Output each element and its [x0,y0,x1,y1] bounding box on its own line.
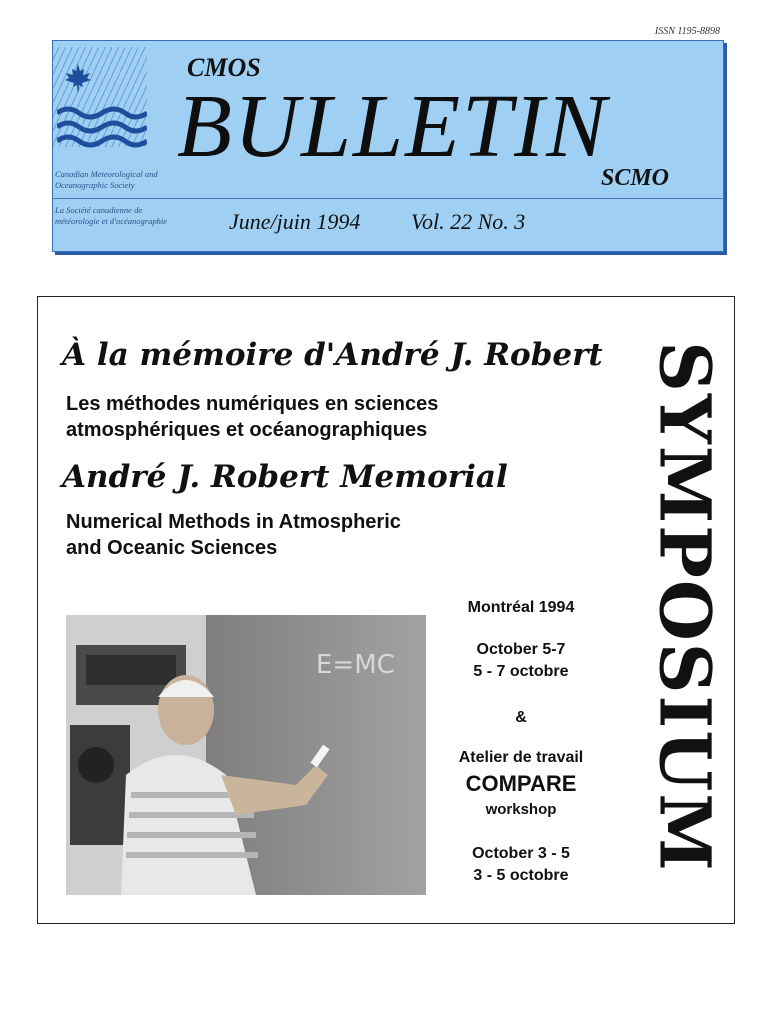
subtitle-english [66,509,566,561]
issue-volume: Vol. 22 No. 3 [411,209,526,234]
title-english: André J. Robert Memorial [62,459,508,495]
ampersand: & [515,709,527,726]
workshop-english: workshop [485,801,557,818]
subtitle-french-line1: Les méthodes numériques en sciences [66,393,439,415]
workshop-dates-english: October 3 - 5 [472,845,570,862]
dates-english: October 5-7 [476,641,566,658]
subtitle-english-line1: Numerical Methods in Atmospheric [66,511,401,533]
symposium-poster [37,296,735,924]
subtitle-english-line2: and Oceanic Sciences [66,537,278,559]
society-name-english: Canadian Meteorological and Oceanographic Society [55,169,158,190]
title-french: À la mémoire d'André J. Robert [62,337,603,373]
workshop-french: Atelier de travail [458,749,584,766]
portrait-photo [66,615,426,895]
portrait-image [66,615,426,895]
bulletin-title: BULLETIN [177,77,609,176]
symposium-word: SYMPOSIUM [643,341,727,873]
workshop-dates-french: 3 - 5 octobre [473,867,569,884]
issue-date: June/juin 1994 [229,209,361,234]
maple-leaf-icon [63,63,93,93]
dates-french: 5 - 7 octobre [473,663,569,680]
cmos-label: CMOS [187,53,261,82]
scmo-label: SCMO [600,165,669,191]
location-label: Montréal 1994 [467,599,575,616]
issn-number: ISSN 1195-8898 [654,26,720,37]
symposium-vertical-title [643,337,727,877]
subtitle-french-line2: atmosphériques et océanographiques [66,419,428,441]
subtitle-french [66,391,566,443]
waves-icon [57,105,147,155]
board-equation: E=MC [316,650,395,680]
header-divider [53,198,723,199]
header-banner [52,40,724,252]
society-name-french: La Société canadienne de météorologie et d'océanographie [55,205,167,226]
compare-label: COMPARE [465,771,577,796]
